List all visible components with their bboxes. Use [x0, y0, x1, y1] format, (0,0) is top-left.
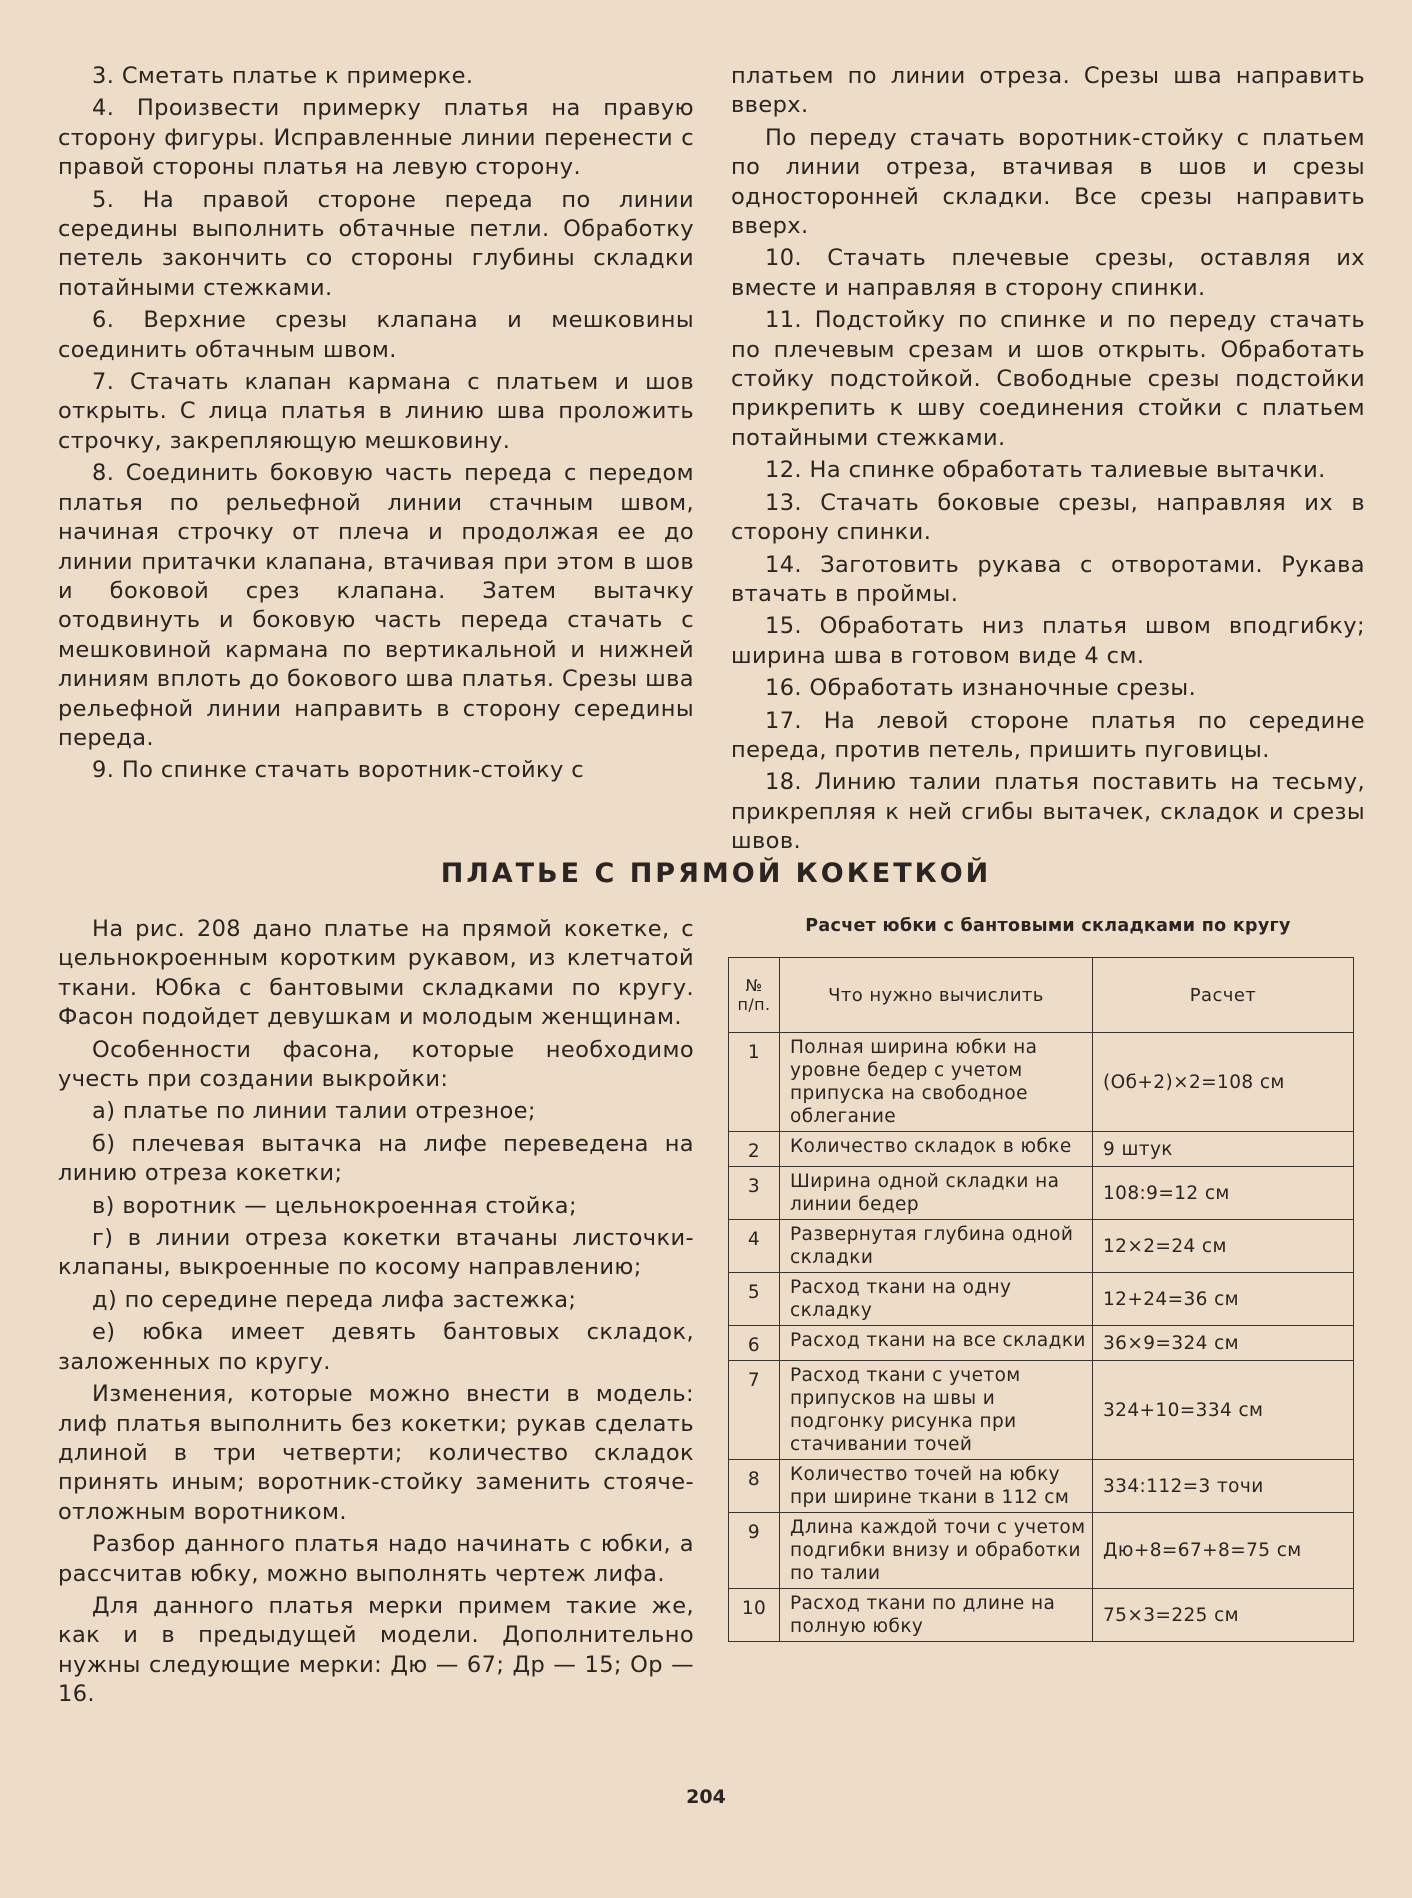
paragraph: Изменения, которые можно внести в модель: лиф платья выполнить без кокетки; рукав сделать длиной в три четверти; количество складок принять иным; воротник-стойку заменить стояче-отложным воротником.	[58, 1381, 694, 1525]
row-number: 6	[729, 1326, 780, 1361]
paragraph: 10. Стачать плечевые срезы, оставляя их вместе и направляя в сторону спинки.	[731, 245, 1365, 301]
top-left-column	[58, 62, 694, 789]
section-title: ПЛАТЬЕ С ПРЯМОЙ КОКЕТКОЙ	[440, 858, 992, 889]
calculation-table	[728, 957, 1354, 1642]
row-quantity: Ширина одной складки на линии бедер	[780, 1167, 1093, 1220]
paragraph: На рис. 208 дано платье на прямой кокетке, с цельнокроенным коротким рукавом, из клетчатой ткани. Юбка с бантовыми складками по кругу. Фасон подойдет девушкам и молодым женщинам.	[58, 916, 694, 1031]
bottom-left-column	[58, 915, 694, 1713]
header-what: Что нужно вычислить	[780, 958, 1093, 1033]
table-row	[729, 1361, 1354, 1460]
table-body	[729, 1033, 1354, 1642]
paragraph: 17. На левой стороне платья по середине переда, против петель, пришить пуговицы.	[731, 707, 1365, 763]
paragraph: 12. На спинке обработать талиевые вытачки.	[765, 457, 1326, 484]
table-row	[729, 1220, 1354, 1273]
table-row	[729, 1326, 1354, 1361]
row-quantity: Развернутая глубина одной складки	[780, 1220, 1093, 1273]
table-header-row	[729, 958, 1354, 1033]
paragraph: 16. Обработать изнаночные срезы.	[765, 675, 1197, 702]
header-calc: Расчет	[1093, 958, 1354, 1033]
row-calculation: 12×2=24 см	[1093, 1220, 1354, 1273]
row-quantity: Полная ширина юбки на уровне бедер с учетом припуска на свободное облегание	[780, 1033, 1093, 1132]
row-number: 2	[729, 1132, 780, 1167]
paragraph: 6. Верхние срезы клапана и мешковины соединить обтачным швом.	[58, 307, 694, 363]
row-number: 7	[729, 1361, 780, 1460]
table-caption: Расчет юбки с бантовыми складками по кругу	[805, 916, 1291, 936]
table-row	[729, 1167, 1354, 1220]
row-number: 5	[729, 1273, 780, 1326]
paragraph: е) юбка имеет девять бантовых складок, заложенных по кругу.	[58, 1319, 694, 1375]
table-row	[729, 1589, 1354, 1642]
paragraph: 4. Произвести примерку платья на правую сторону фигуры. Исправленные линии перенести с правой стороны платья на левую сторону.	[58, 95, 694, 181]
row-quantity: Расход ткани на одну складку	[780, 1273, 1093, 1326]
paragraph: 3. Сметать платье к примерке.	[92, 63, 474, 89]
paragraph: Для данного платья мерки примем такие же, как и в предыдущей модели. Дополнительно нужны следующие мерки: Дю — 67; Др — 15; Ор — 16.	[58, 1592, 694, 1708]
row-quantity: Расход ткани с учетом припусков на швы и подгонку рисунка при стачивании точей	[780, 1361, 1093, 1460]
paragraph: 18. Линию талии платья поставить на тесьму, прикрепляя к ней сгибы вытачек, складок и срезы швов.	[731, 769, 1365, 855]
row-calculation: 108:9=12 см	[1093, 1167, 1354, 1220]
row-quantity: Количество точей на юбку при ширине ткани в 112 см	[780, 1460, 1093, 1513]
paragraph: г) в линии отреза кокетки втачаны листочки-клапаны, выкроенные по косому направлению;	[58, 1225, 694, 1281]
paragraph: платьем по линии отреза. Срезы шва направить вверх.	[731, 63, 1365, 119]
table-row	[729, 1033, 1354, 1132]
table-row	[729, 1513, 1354, 1589]
page-number: 204	[686, 1786, 726, 1808]
paragraph: д) по середине переда лифа застежка;	[92, 1286, 577, 1313]
row-calculation: 12+24=36 см	[1093, 1273, 1354, 1326]
row-quantity: Длина каждой точи с учетом подгибки внизу и обработки по талии	[780, 1513, 1093, 1589]
header-number: № п/п.	[729, 958, 780, 1033]
table-row	[729, 1132, 1354, 1167]
paragraph: б) плечевая вытачка на лифе переведена на линию отреза кокетки;	[58, 1130, 694, 1187]
paragraph: Разбор данного платья надо начинать с юбки, а рассчитав юбку, можно выполнять чертеж лифа.	[58, 1531, 694, 1587]
row-number: 4	[729, 1220, 780, 1273]
paragraph: 14. Заготовить рукава с отворотами. Рукава втачать в проймы.	[731, 551, 1365, 607]
paragraph: 5. На правой стороне переда по линии середины выполнить обтачные петли. Обработку петель закончить со стороны глубины складки потайными стежками.	[58, 186, 694, 301]
paragraph: в) воротник — цельнокроенная стойка;	[92, 1192, 577, 1219]
paragraph: а) платье по линии талии отрезное;	[92, 1098, 536, 1125]
top-right-column	[731, 62, 1365, 860]
row-number: 10	[729, 1589, 780, 1642]
row-number: 9	[729, 1513, 780, 1589]
table-row	[729, 1460, 1354, 1513]
row-calculation: 334:112=3 точи	[1093, 1460, 1354, 1513]
row-calculation: 9 штук	[1093, 1132, 1354, 1167]
row-calculation: Дю+8=67+8=75 см	[1093, 1513, 1354, 1589]
row-calculation: (Об+2)×2=108 см	[1093, 1033, 1354, 1132]
row-number: 8	[729, 1460, 780, 1513]
paragraph: 9. По спинке стачать воротник-стойку с	[92, 757, 585, 784]
row-calculation: 324+10=334 см	[1093, 1361, 1354, 1460]
paragraph: 8. Соединить боковую часть переда с передом платья по рельефной линии стачным швом, начиная строчку от плеча и продолжая ее до линии притачки клапана, втачивая при этом в шов и боковой срез клапана. Затем вытачку отодвинуть и боковую часть переда стачать с мешковиной кармана по вертикальной и нижней линиям вплоть до бокового шва платья. Срезы шва рельефной линии направить в сторону середины переда.	[58, 460, 694, 751]
paragraph: 15. Обработать низ платья швом вподгибку; ширина шва в готовом виде 4 см.	[731, 613, 1365, 669]
paragraph: 7. Стачать клапан кармана с платьем и шов открыть. С лица платья в линию шва проложить строчку, закрепляющую мешковину.	[58, 369, 694, 454]
row-quantity: Расход ткани на все складки	[780, 1326, 1093, 1361]
paragraph: 11. Подстойку по спинке и по переду стачать по плечевым срезам и шов открыть. Обработать стойку подстойкой. Свободные срезы подстойки прикрепить к шву соединения стойки с платьем потайными стежками.	[731, 307, 1365, 451]
paragraph: 13. Стачать боковые срезы, направляя их в сторону спинки.	[731, 489, 1365, 546]
paragraph: Особенности фасона, которые необходимо учесть при создании выкройки:	[58, 1036, 694, 1093]
row-quantity: Количество складок в юбке	[780, 1132, 1093, 1167]
table-row	[729, 1273, 1354, 1326]
row-calculation: 75×3=225 см	[1093, 1589, 1354, 1642]
row-number: 1	[729, 1033, 780, 1132]
row-quantity: Расход ткани по длине на полную юбку	[780, 1589, 1093, 1642]
row-number: 3	[729, 1167, 780, 1220]
row-calculation: 36×9=324 см	[1093, 1326, 1354, 1361]
paragraph: По переду стачать воротник-стойку с платьем по линии отреза, втачивая в шов и срезы односторонней складки. Все срезы направить вверх.	[731, 124, 1365, 240]
